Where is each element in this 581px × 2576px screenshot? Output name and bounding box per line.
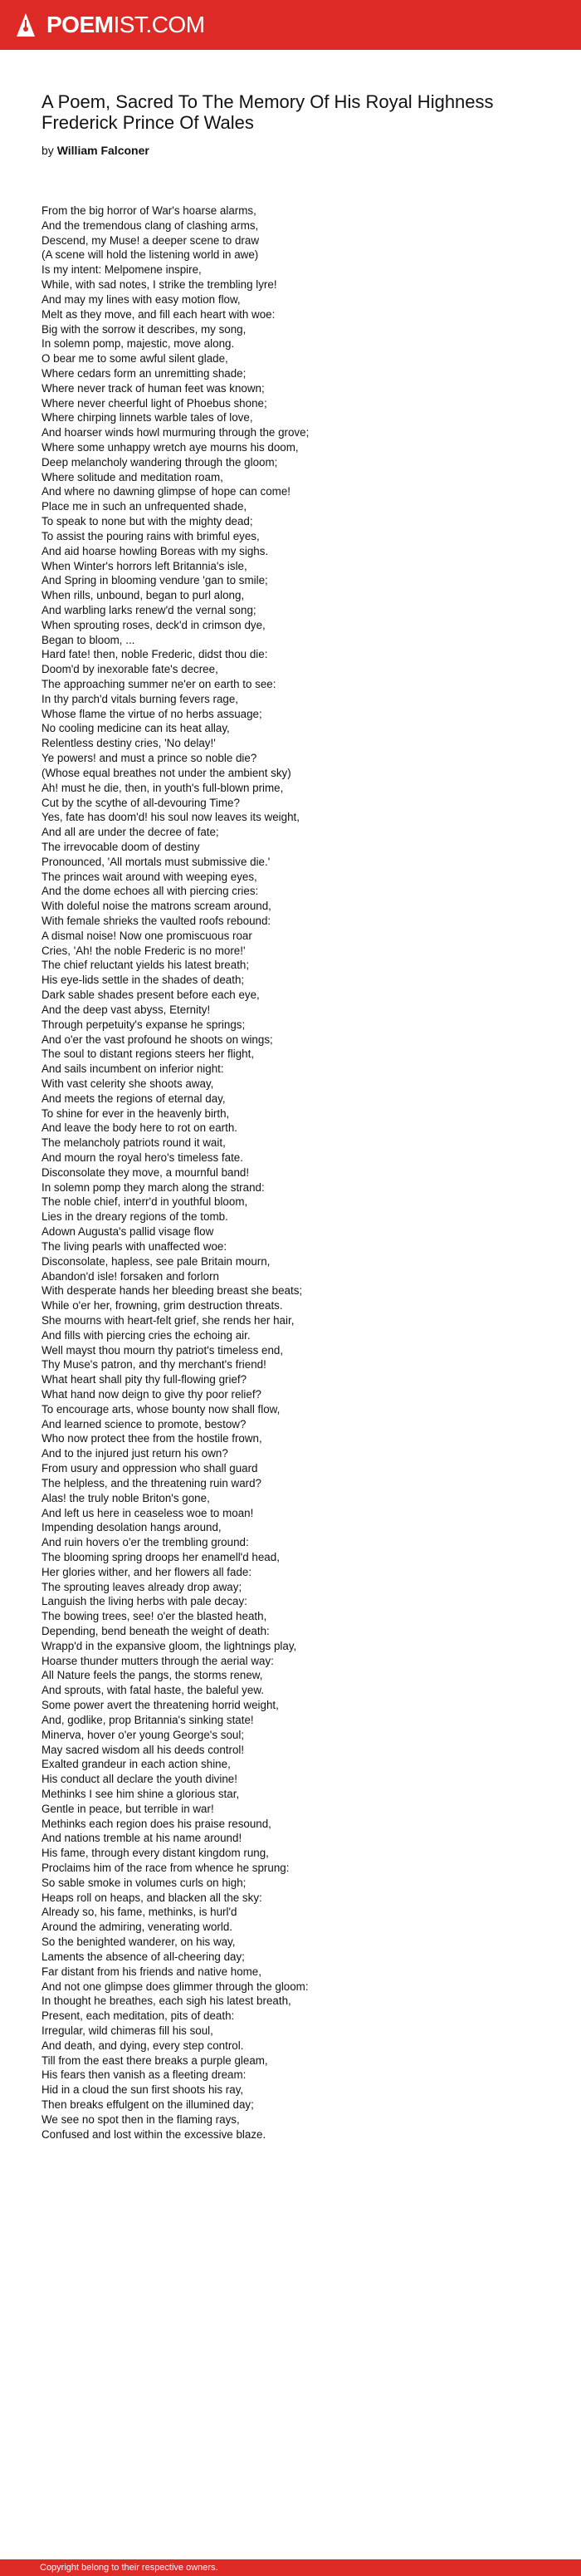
poem-line: Disconsolate, hapless, see pale Britain mourn,	[42, 1254, 271, 1268]
poem-line: Exalted grandeur in each action shine,	[42, 1758, 231, 1771]
poem-line: Then breaks effulgent on the illumined day;	[42, 2098, 254, 2111]
poem-line: Hoarse thunder mutters through the aerial way:	[42, 1654, 274, 1667]
poem-line: Is my intent: Melpomene inspire,	[42, 263, 202, 277]
poem-line: Far distant from his friends and native home,	[42, 1965, 261, 1978]
poem-line: The noble chief, interr'd in youthful bloom,	[42, 1195, 248, 1209]
poem-line: Languish the living herbs with pale decay:	[42, 1595, 247, 1608]
poem-line: From usury and oppression who shall guard	[42, 1462, 258, 1475]
poem-line: And mourn the royal hero's timeless fate.	[42, 1151, 243, 1164]
poem-line: And warbling larks renew'd the vernal song;	[42, 603, 256, 616]
poem-line: Whose flame the virtue of no herbs assuage;	[42, 707, 262, 720]
poem-line: So sable smoke in volumes curls on high;	[42, 1876, 247, 1889]
poem-line: And, godlike, prop Britannia's sinking state!	[42, 1713, 254, 1726]
poem-line: What hand now deign to give thy poor relief?	[42, 1388, 262, 1401]
poem-line: Already so, his fame, methinks, is hurl'd	[42, 1906, 237, 1919]
poem-line: Where never cheerful light of Phoebus shone;	[42, 396, 267, 410]
poem-line: And nations tremble at his name around!	[42, 1832, 242, 1845]
poem-line: To encourage arts, whose bounty now shall flow,	[42, 1402, 281, 1416]
pen-nib-icon	[17, 13, 35, 37]
poem-line: Cut by the scythe of all-devouring Time?	[42, 796, 240, 809]
by-label: by	[42, 144, 54, 157]
poem-line: Thy Muse's patron, and thy merchant's friend!	[42, 1358, 266, 1371]
poem-line: His fears then vanish as a fleeting dream:	[42, 2068, 247, 2082]
poem-line: The chief reluctant yields his latest breath;	[42, 959, 250, 972]
poem-line: In solemn pomp they march along the strand:	[42, 1180, 265, 1194]
poem-line: Irregular, wild chimeras fill his soul,	[42, 2024, 213, 2037]
poem-line: Confused and lost within the excessive blaze.	[42, 2127, 266, 2141]
poem-line: Through perpetuity's expanse he springs;	[42, 1018, 246, 1031]
poem-line: In thought he breathes, each sigh his latest breath,	[42, 1995, 291, 2008]
poem-line: And may my lines with easy motion flow,	[42, 292, 241, 306]
poem-line: And learned science to promote, bestow?	[42, 1417, 247, 1430]
poem-line: Hard fate! then, noble Frederic, didst thou die:	[42, 648, 268, 661]
poem-line: When rills, unbound, began to purl along,	[42, 589, 245, 602]
poem-line: The helpless, and the threatening ruin ward?	[42, 1476, 262, 1489]
poem-line: And sails incumbent on inferior night:	[42, 1062, 224, 1076]
poem-line: (A scene will hold the listening world in awe)	[42, 248, 259, 262]
poem-line: A dismal noise! Now one promiscuous roar	[42, 929, 252, 942]
poem-line: Gentle in peace, but terrible in war!	[42, 1802, 214, 1815]
poem-line: Where chirping linnets warble tales of love,	[42, 411, 253, 424]
poem-line: The melancholy patriots round it wait,	[42, 1136, 226, 1150]
poem-line: Pronounced, 'All mortals must submissive die.'	[42, 855, 271, 868]
poem-line: Abandon'd isle! forsaken and forlorn	[42, 1269, 219, 1283]
poem-line: All Nature feels the pangs, the storms renew,	[42, 1669, 263, 1682]
poem-line: And death, and dying, every step control.	[42, 2039, 244, 2052]
poem-line: And all are under the decree of fate;	[42, 826, 219, 839]
poem-line: Where solitude and meditation roam,	[42, 470, 223, 483]
poem-line: The sprouting leaves already drop away;	[42, 1580, 242, 1593]
poem-line: And o'er the vast profound he shoots on wings;	[42, 1033, 273, 1046]
poem-line: With female shrieks the vaulted roofs rebound:	[42, 915, 271, 927]
poem-line: Proclaims him of the race from whence he sprung:	[42, 1862, 290, 1874]
poem-line: Methinks I see him shine a glorious star,	[42, 1787, 240, 1800]
poem-line: While, with sad notes, I strike the trembling lyre!	[42, 278, 277, 292]
poem-line: While o'er her, frowning, grim destruction threats.	[42, 1299, 283, 1313]
poem-line: Alas! the truly noble Briton's gone,	[42, 1491, 210, 1504]
poem-line: And ruin hovers o'er the trembling ground:	[42, 1536, 249, 1549]
poem-line: Yes, fate has doom'd! his soul now leaves its weight,	[42, 811, 300, 824]
poem-line: His eye-lids settle in the shades of death;	[42, 974, 245, 987]
poem-line: To shine for ever in the heavenly birth,	[42, 1106, 230, 1120]
poem-line: O bear me to some awful silent glade,	[42, 352, 228, 366]
poem-line: To assist the pouring rains with brimful eyes,	[42, 529, 260, 542]
poem-line: Dark sable shades present before each eye,	[42, 989, 260, 1002]
site-logo-text	[46, 11, 205, 39]
poem-line: Hid in a cloud the sun first shoots his ray,	[42, 2083, 244, 2097]
poem-line: Descend, my Muse! a deeper scene to draw	[42, 233, 259, 247]
poem-line: When sprouting roses, deck'd in crimson dye,	[42, 618, 266, 631]
poem-line: In solemn pomp, majestic, move along.	[42, 337, 235, 351]
poem-line: The soul to distant regions steers her flight,	[42, 1048, 255, 1061]
poem-line: And fills with piercing cries the echoing air.	[42, 1328, 251, 1342]
poem-line: Minerva, hover o'er young George's soul;	[42, 1728, 245, 1741]
poem-line: And left us here in ceaseless woe to moan!	[42, 1506, 254, 1519]
poem-line: Melt as they move, and fill each heart with woe:	[42, 307, 276, 321]
poem-line: Her glories wither, and her flowers all fade:	[42, 1565, 252, 1578]
poem-line: Where some unhappy wretch aye mourns his doom,	[42, 441, 299, 454]
poem-line: (Whose equal breathes not under the ambient sky)	[42, 766, 291, 779]
poem-line: His fame, through every distant kingdom rung,	[42, 1847, 269, 1860]
poem-line: May sacred wisdom all his deeds control!	[42, 1743, 245, 1756]
poem-line: Began to bloom, ...	[42, 633, 135, 646]
poem-line: Big with the sorrow it describes, my song,	[42, 322, 247, 336]
poem-line: So the benighted wanderer, on his way,	[42, 1936, 236, 1949]
poem-line: Methinks each region does his praise resound,	[42, 1817, 271, 1830]
poem-line: The princes wait around with weeping eyes,	[42, 870, 257, 883]
poem-line: Laments the absence of all-cheering day;	[42, 1950, 245, 1963]
poem-line: When Winter's horrors left Britannia's isle,	[42, 559, 247, 572]
poem-line: With desperate hands her bleeding breast she beats;	[42, 1284, 303, 1298]
poem-line: Impending desolation hangs around,	[42, 1521, 222, 1534]
poem-line: In thy parch'd vitals burning fevers rage,	[42, 692, 239, 705]
poem-byline	[42, 143, 149, 158]
poem-line: The living pearls with unaffected woe:	[42, 1239, 227, 1253]
poem-line: And the tremendous clang of clashing arms,	[42, 218, 259, 232]
poem-line: And aid hoarse howling Boreas with my sighs.	[42, 544, 269, 557]
poem-line: And the deep vast abyss, Eternity!	[42, 1003, 211, 1016]
poem-line: And the dome echoes all with piercing cries:	[42, 885, 259, 898]
poem-line: Adown Augusta's pallid visage flow	[42, 1225, 214, 1239]
poem-line: From the big horror of War's hoarse alarms,	[42, 204, 256, 217]
poem-line: We see no spot then in the flaming rays,	[42, 2112, 240, 2126]
poem-line: Heaps roll on heaps, and blacken all the sky:	[42, 1891, 262, 1904]
site-header	[0, 0, 581, 50]
poem-line: Well mayst thou mourn thy patriot's timeless end,	[42, 1343, 284, 1357]
site-logo[interactable]	[17, 11, 205, 39]
poem-line: With doleful noise the matrons scream around,	[42, 900, 271, 913]
poem-line: With vast celerity she shoots away,	[42, 1077, 214, 1090]
poem-line: His conduct all declare the youth divine!	[42, 1773, 237, 1786]
poem-line: Who now protect thee from the hostile frown,	[42, 1432, 262, 1445]
poem-line: Doom'd by inexorable fate's decree,	[42, 663, 218, 676]
poem-line: And to the injured just return his own?	[42, 1447, 228, 1460]
poem-line: The bowing trees, see! o'er the blasted heath,	[42, 1610, 267, 1623]
poem-line: Deep melancholy wandering through the gloom;	[42, 455, 278, 469]
poem-line: Wrapp'd in the expansive gloom, the lightnings play,	[42, 1639, 297, 1652]
poem-line: The approaching summer ne'er on earth to see:	[42, 678, 276, 690]
poem-line: The blooming spring droops her enamell'd head,	[42, 1550, 280, 1563]
poem-line: The irrevocable doom of destiny	[42, 840, 200, 853]
poem-title: A Poem, Sacred To The Memory Of His Royal Highness Frederick Prince Of Wales	[42, 91, 494, 133]
poem-line: To speak to none but with the mighty dead;	[42, 515, 253, 528]
poem-line: And leave the body here to rot on earth.	[42, 1121, 237, 1135]
poem-line: And meets the regions of eternal day,	[42, 1092, 226, 1105]
poem-line: Relentless destiny cries, 'No delay!'	[42, 737, 216, 750]
poem-line: And hoarser winds howl murmuring through the grove;	[42, 426, 310, 439]
poem-line: Ah! must he die, then, in youth's full-blown prime,	[42, 781, 284, 794]
poem-line: Disconsolate they move, a mournful band!	[42, 1165, 250, 1179]
author-link[interactable]: William Falconer	[56, 144, 149, 157]
poem-line: What heart shall pity thy full-flowing grief?	[42, 1373, 247, 1386]
poem-line: Present, each meditation, pits of death:	[42, 2009, 235, 2023]
poem-line: Lies in the dreary regions of the tomb.	[42, 1210, 228, 1224]
poem-line: Where cedars form an unremitting shade;	[42, 366, 247, 380]
logo-strong-text: POEM	[46, 12, 114, 37]
poem-line: And where no dawning glimpse of hope can come!	[42, 485, 290, 498]
poem-line: Some power avert the threatening horrid weight,	[42, 1699, 279, 1712]
copyright-notice: Copyright belong to their respective owners.	[40, 2563, 218, 2573]
poem-line: And sprouts, with fatal haste, the baleful yew.	[42, 1684, 264, 1697]
poem-line: Around the admiring, venerating world.	[42, 1921, 233, 1934]
poem-line: Place me in such an unfrequented shade,	[42, 500, 247, 513]
poem-line: Cries, 'Ah! the noble Frederic is no more!'	[42, 944, 246, 957]
poem-line: No cooling medicine can its heat allay,	[42, 722, 230, 735]
logo-rest-text: IST.COM	[113, 12, 205, 37]
poem-line: And not one glimpse does glimmer through the gloom:	[42, 1980, 309, 1993]
poem-body	[42, 204, 556, 2142]
poem-line: Where never track of human feet was known;	[42, 381, 265, 395]
poem-line: Depending, bend beneath the weight of death:	[42, 1625, 270, 1637]
poem-line: And Spring in blooming vendure 'gan to smile;	[42, 574, 268, 587]
poem-line: Till from the east there breaks a purple gleam,	[42, 2053, 268, 2067]
site-footer	[0, 2559, 581, 2576]
poem-line: Ye powers! and must a prince so noble die?	[42, 752, 257, 765]
poem-line: She mourns with heart-felt grief, she rends her hair,	[42, 1313, 295, 1327]
